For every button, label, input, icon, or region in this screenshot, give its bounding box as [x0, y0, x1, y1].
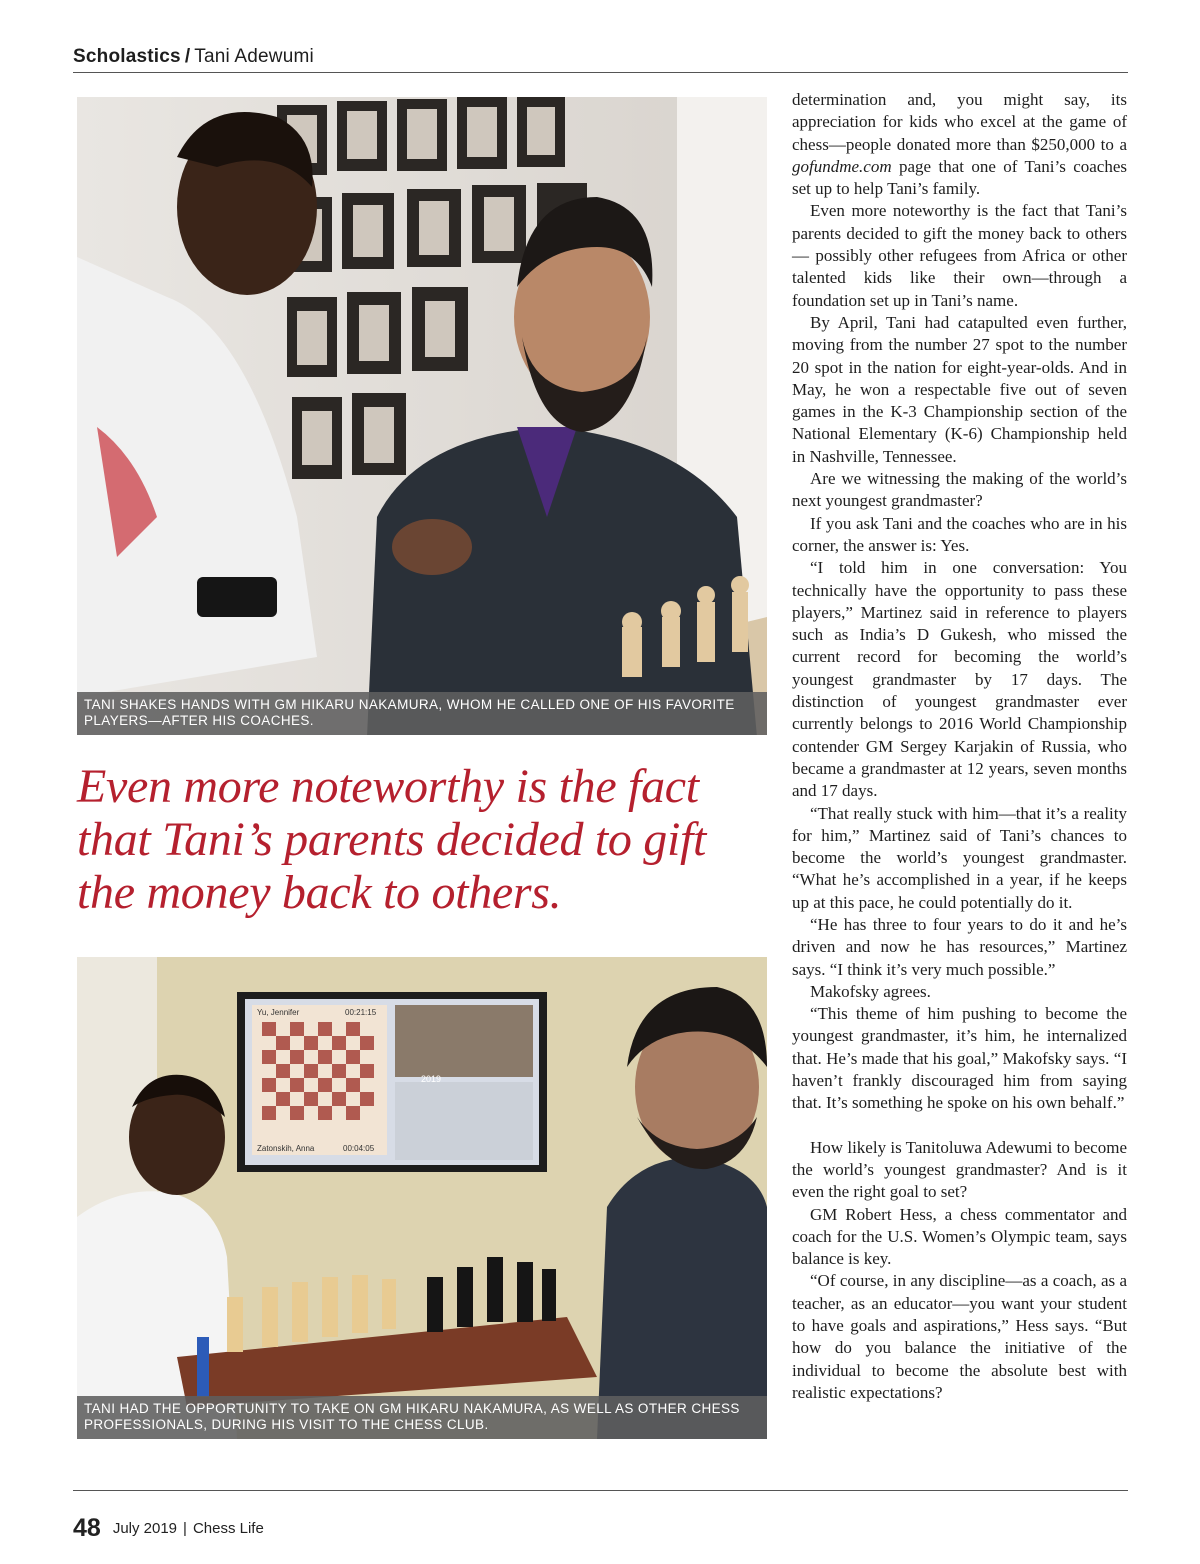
photo-caption: TANI HAD THE OPPORTUNITY TO TAKE ON GM HIKARU NAKAMURA, AS WELL AS OTHER CHESS PROFESSIONALS, DURING HIS VISIT TO THE CHESS CLUB.	[77, 1396, 767, 1439]
body-paragraph	[792, 89, 1127, 200]
body-paragraph: By April, Tani had catapulted even further, moving from the number 27 spot to the number 20 spot in the nation for eight-year-olds. And in May, he won a respectable five out of seven games in the K-3 Championship section of the National Elementary (K-6) Championship held in Nashville, Tennessee.	[792, 312, 1127, 466]
chess-game-photo-illustration	[77, 957, 767, 1439]
screen-player-bottom: Zatonskih, Anna	[257, 1144, 315, 1153]
body-paragraph: Makofsky agrees.	[810, 981, 931, 1001]
photo-handshake	[77, 97, 767, 735]
screen-player-top: Yu, Jennifer	[257, 1008, 300, 1017]
issue-date: July 2019	[112, 1520, 178, 1537]
body-paragraph: Are we witnessing the making of the world’s next youngest grandmaster?	[792, 469, 1127, 511]
body-paragraph: “Of course, in any discipline—as a coach, as a teacher, as an educator—you want your student to have goals and aspirations,” Hess says. “But how do you balance the initiative of the individual to become the absolute best with realistic expectations?	[792, 1271, 1127, 1402]
handshake-photo-illustration	[77, 97, 767, 735]
body-paragraph: If you ask Tani and the coaches who are in his corner, the answer is: Yes.	[792, 513, 1127, 555]
section-name: Scholastics	[73, 46, 181, 67]
body-paragraph: “That really stuck with him—that it’s a reality for him,” Martinez said of Tani’s chances to become the world’s youngest grandmaster. “What he’s accomplished in a year, if he keeps up at this pace, he could potentially do it.	[792, 803, 1127, 912]
article-subject: Tani Adewumi	[194, 46, 314, 67]
screen-year: 2019	[421, 1074, 442, 1084]
footer-rule	[73, 1490, 1128, 1491]
header-separator: /	[184, 46, 191, 67]
article-body	[792, 89, 1127, 1404]
body-text: page that one of Tani’s coaches set up to help Tani’s family.	[792, 156, 1127, 199]
screen-clock-top: 00:21:15	[345, 1008, 377, 1017]
body-text: determination and, you might say, its appreciation for kids who excel at the game of chess—people donated more than $250,000 to a	[792, 90, 1127, 154]
footer-separator: |	[183, 1520, 187, 1537]
page-footer	[73, 1514, 264, 1543]
running-header	[73, 46, 314, 68]
website-name: gofundme.com	[792, 156, 892, 176]
pull-quote: Even more noteworthy is the fact that Tani’s parents decided to gift the money back to others.	[77, 760, 707, 919]
body-paragraph: “I told him in one conversation: You technically have the opportunity to pass these players,” Martinez said in reference to players such as India’s D Gukesh, who missed the current record for becoming the world’s youngest grandmaster by 17 days. The distinction of youngest grandmaster ever currently belongs to 2016 World Championship contender GM Sergey Karjakin of Russia, who became a grandmaster at 12 years, seven months and 17 days.	[792, 558, 1127, 801]
header-rule	[73, 72, 1128, 73]
body-paragraph: GM Robert Hess, a chess commentator and coach for the U.S. Women’s Olympic team, says balance is key.	[792, 1204, 1127, 1269]
page-number: 48	[73, 1514, 101, 1542]
magazine-name: Chess Life	[192, 1520, 264, 1537]
body-paragraph: “This theme of him pushing to become the youngest grandmaster, it’s him, he internalized that. He’s made that his goal,” Makofsky says. “I haven’t frankly discouraged him from saying that. It’s something he spoke on his own behalf.”	[792, 1004, 1127, 1113]
body-paragraph: “He has three to four years to do it and he’s driven and now he has resources,” Martinez says. “I think it’s very much possible.”	[792, 914, 1127, 979]
body-paragraph: How likely is Tanitoluwa Adewumi to become the world’s youngest grandmaster? And is it even the right goal to set?	[792, 1137, 1127, 1202]
photo-chess-game	[77, 957, 767, 1439]
body-paragraph: Even more noteworthy is the fact that Tani’s parents decided to gift the money back to others— possibly other refugees from Africa or other talented kids like their own—through a foundation set up in Tani’s name.	[792, 201, 1127, 310]
screen-clock-bottom: 00:04:05	[343, 1144, 375, 1153]
photo-caption: TANI SHAKES HANDS WITH GM HIKARU NAKAMURA, WHOM HE CALLED ONE OF HIS FAVORITE PLAYERS—AFTER HIS COACHES.	[77, 692, 767, 735]
